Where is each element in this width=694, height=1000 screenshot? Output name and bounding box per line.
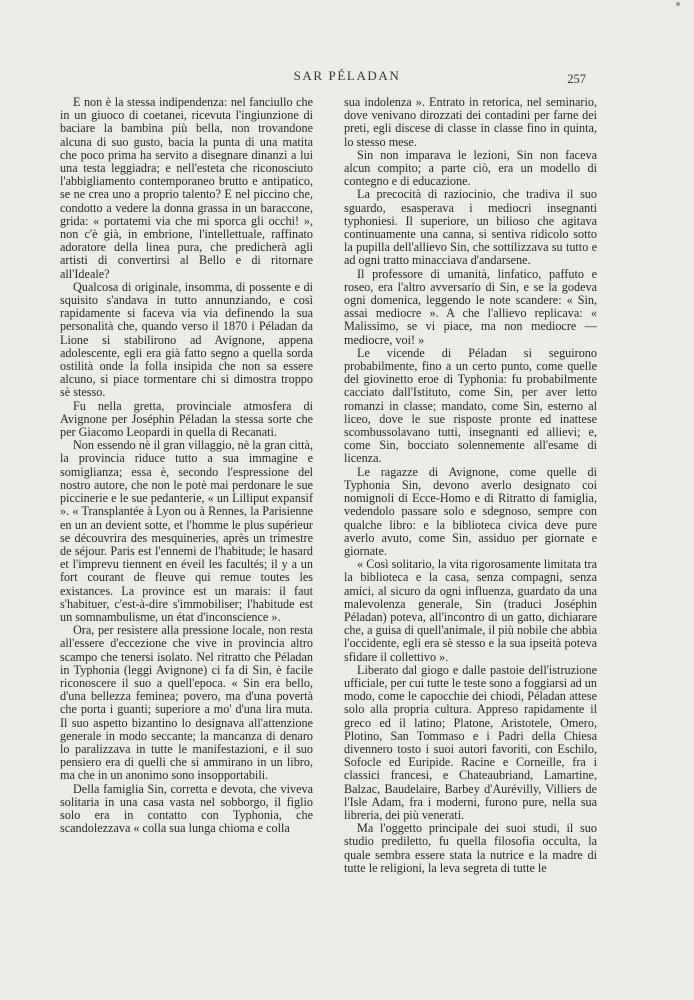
paragraph: Della famiglia Sin, corretta e devota, che viveva solitaria in una casa vasta nel sobborgo, il figlio solo era in contatto con Typhonia, che scandolezzava « colla sua lunga chioma e colla	[60, 781, 313, 836]
page-number: 257	[567, 72, 586, 86]
paragraph: Ma l'oggetto principale dei suoi studi, il suo studio prediletto, fu quella filosofia occulta, la quale sembra essere stata la nutrice e la madre di tutte le religioni, la leva segreta di tutte le	[344, 821, 597, 875]
running-head: SAR PÉLADAN	[293, 68, 401, 83]
paragraph: Fu nella gretta, provinciale atmosfera di Avignone per Joséphin Péladan la stessa sorte che per Giacomo Leopardi in quella di Recanati.	[60, 398, 313, 440]
paragraph: « Così solitario, la vita rigorosamente limitata tra la biblioteca e la casa, senza compagni, senza amici, al sicuro da ogni influenza, guardato da una malevolenza generale, Sin (traduci Joséphin Péladan) poteva, all'incontro di un gatto, dichiarare che, a guisa di quell'animale, il più nobile che abbia l'occidente, egli era sè stesso e la sua ipseità poteva sfidare il collettivo ».	[344, 557, 597, 664]
paragraph: Liberato dal giogo e dalle pastoie dell'istruzione ufficiale, per cui tutte le teste sono a foggiarsi ad un modo, come le capocchie dei chiodi, Péladan attese solo alla propria cultura. Appreso rapidamente il greco ed il latino; Platone, Aristotele, Omero, Plotino, San Tommaso e i Padri della Chiesa divennero tosto i suoi autori favoriti, con Eschilo, Sofocle ed Euripide. Racine e Corneille, fra i classici francesi, e Chateaubriand, Lamartine, Balzac, Baudelaire, Barbey d'Aurévilly, Villiers de l'Isle Adam, fra i moderni, furono pure, nella sua libreria, dei più venerati.	[344, 662, 597, 822]
right-column	[344, 96, 597, 875]
paragraph: Sin non imparava le lezioni, Sin non faceva alcun compito; a parte ciò, era un modello di contegno e di educazione.	[344, 147, 597, 189]
paragraph: Ora, per resistere alla pressione locale, non resta all'essere d'eccezione che vive in provincia altro scampo che tenersi isolato. Nel ritratto che Péladan in Typhonia (leggi Avignone) ci fa di Sin, è facile riconoscere il suo a quell'epoca. « Sin era bello, d'una bellezza feminea; povero, ma d'una povertà che porta i guanti; superiore a mo' d'una lira muta. Il suo aspetto bizantino lo designava all'attenzione generale in modo seccante; la mancanza di denaro lo paralizzava in tutte le manifestazioni, e il suo pensiero era di quelli che si ammirano in un libro, ma che in un anonimo sono insopportabili.	[60, 623, 313, 783]
left-column	[60, 96, 313, 835]
page-speck	[676, 2, 680, 6]
paragraph: Le ragazze di Avignone, come quelle di Typhonia Sin, devono averlo designato coi nomignoli di Ecce-Homo e di Ritratto di famiglia, vedendolo passare solo e sdegnoso, sempre con qualche libro: e la biblioteca civica deve pure averlo avuto, come Sin, assiduo per giornate e giornate.	[344, 464, 597, 558]
paragraph: Il professore di umanità, linfatico, paffuto e roseo, era l'altro avversario di Sin, e se la godeva ogni domenica, leggendo le note scandere: « Sin, assai mediocre ». A che l'allievo replicava: « Malissimo, se vi piace, ma non mediocre — mediocre, voi! »	[344, 266, 597, 347]
paragraph: Le vicende di Péladan si seguirono probabilmente, fino a un certo punto, come quelle del giovinetto eroe di Typhonia: fu probabilmente cacciato dall'Istituto, come Sin, per aver letto romanzi in classe; mandato, come Sin, esterno al liceo, dove le sue risposte pronte ed inattese scombussolavano tutti, insegnanti ed allievi; e, come Sin, bocciato solennemente all'esame di licenza.	[344, 345, 597, 466]
paragraph: E non è la stessa indipendenza: nel fanciullo che in un giuoco di coetanei, ricevuta l'ingiunzione di baciare la bambina più bella, non trovandone alcuna di suo gusto, bacia la punta di una matita che poco prima ha servito a disegnare dinanzi a lui una testa leggiadra; e nell'esteta che riconosciuto l'abbigliamento contemporaneo brutto e antipatico, se ne crea uno a proprio talento? E nel piccino che, condotto a vedere la donna grassa in un baraccone, grida: « portatemi via che mi sporca gli occhi! », non c'è già, in embrione, l'intellettuale, raffinato adoratore della linea pura, che predicherà agli artisti di convertirsi al Bello e di ritornare all'Ideale?	[60, 95, 313, 281]
paragraph: Non essendo nè il gran villaggio, nè la gran città, la provincia riduce tutto a sua immagine e somiglianza; essa è, secondo l'espressione del nostro autore, che non le potè mai perdonare le sue piccinerie e le sue pedanterie, « un Lilliput expansif ». « Transplantée à Lyon ou à Rennes, la Parisienne en un an devient sotte, et l'homme le plus supérieur se découvrira des mesquineries, après un trimestre de séjour. Paris est l'ennemi de l'habitude; le hasard et l'imprevu tiennent en éveil les facultés; il y a un fort courant de fleuve qui remue toutes les existances. La province est un marais: il faut s'habituer, c'est-à-dire s'immobiliser; l'habitude est un somnambulisme, un état d'inconscience ».	[60, 438, 313, 624]
paragraph: Qualcosa di originale, insomma, di possente e di squisito s'andava in tutto annunziando, e così rapidamente si faceva via via definendo la sua personalità che, quando verso il 1870 i Péladan da Lione si stabilirono ad Avignone, appena adolescente, egli era già fatto segno a quella sorda ostilità onde la folla insipida che non sa essere alcuno, si piace tormentare chi si dimostra troppo sè stesso.	[60, 279, 313, 400]
paragraph: La precocità di raziocinio, che tradiva il suo sguardo, esasperava i mediocri insegnanti typhoniesi. Il superiore, un bilioso che agitava continuamente una canna, si sentiva ridicolo sotto la pupilla dell'allievo Sin, che sottilizzava su tutto e ad ogni tratto minacciava d'andarsene.	[344, 187, 597, 268]
paragraph: sua indolenza ». Entrato in retorica, nel seminario, dove venivano dirozzati dei contadini per farne dei preti, egli discese di classe in classe fino in quinta, lo stesso mese.	[344, 95, 597, 149]
